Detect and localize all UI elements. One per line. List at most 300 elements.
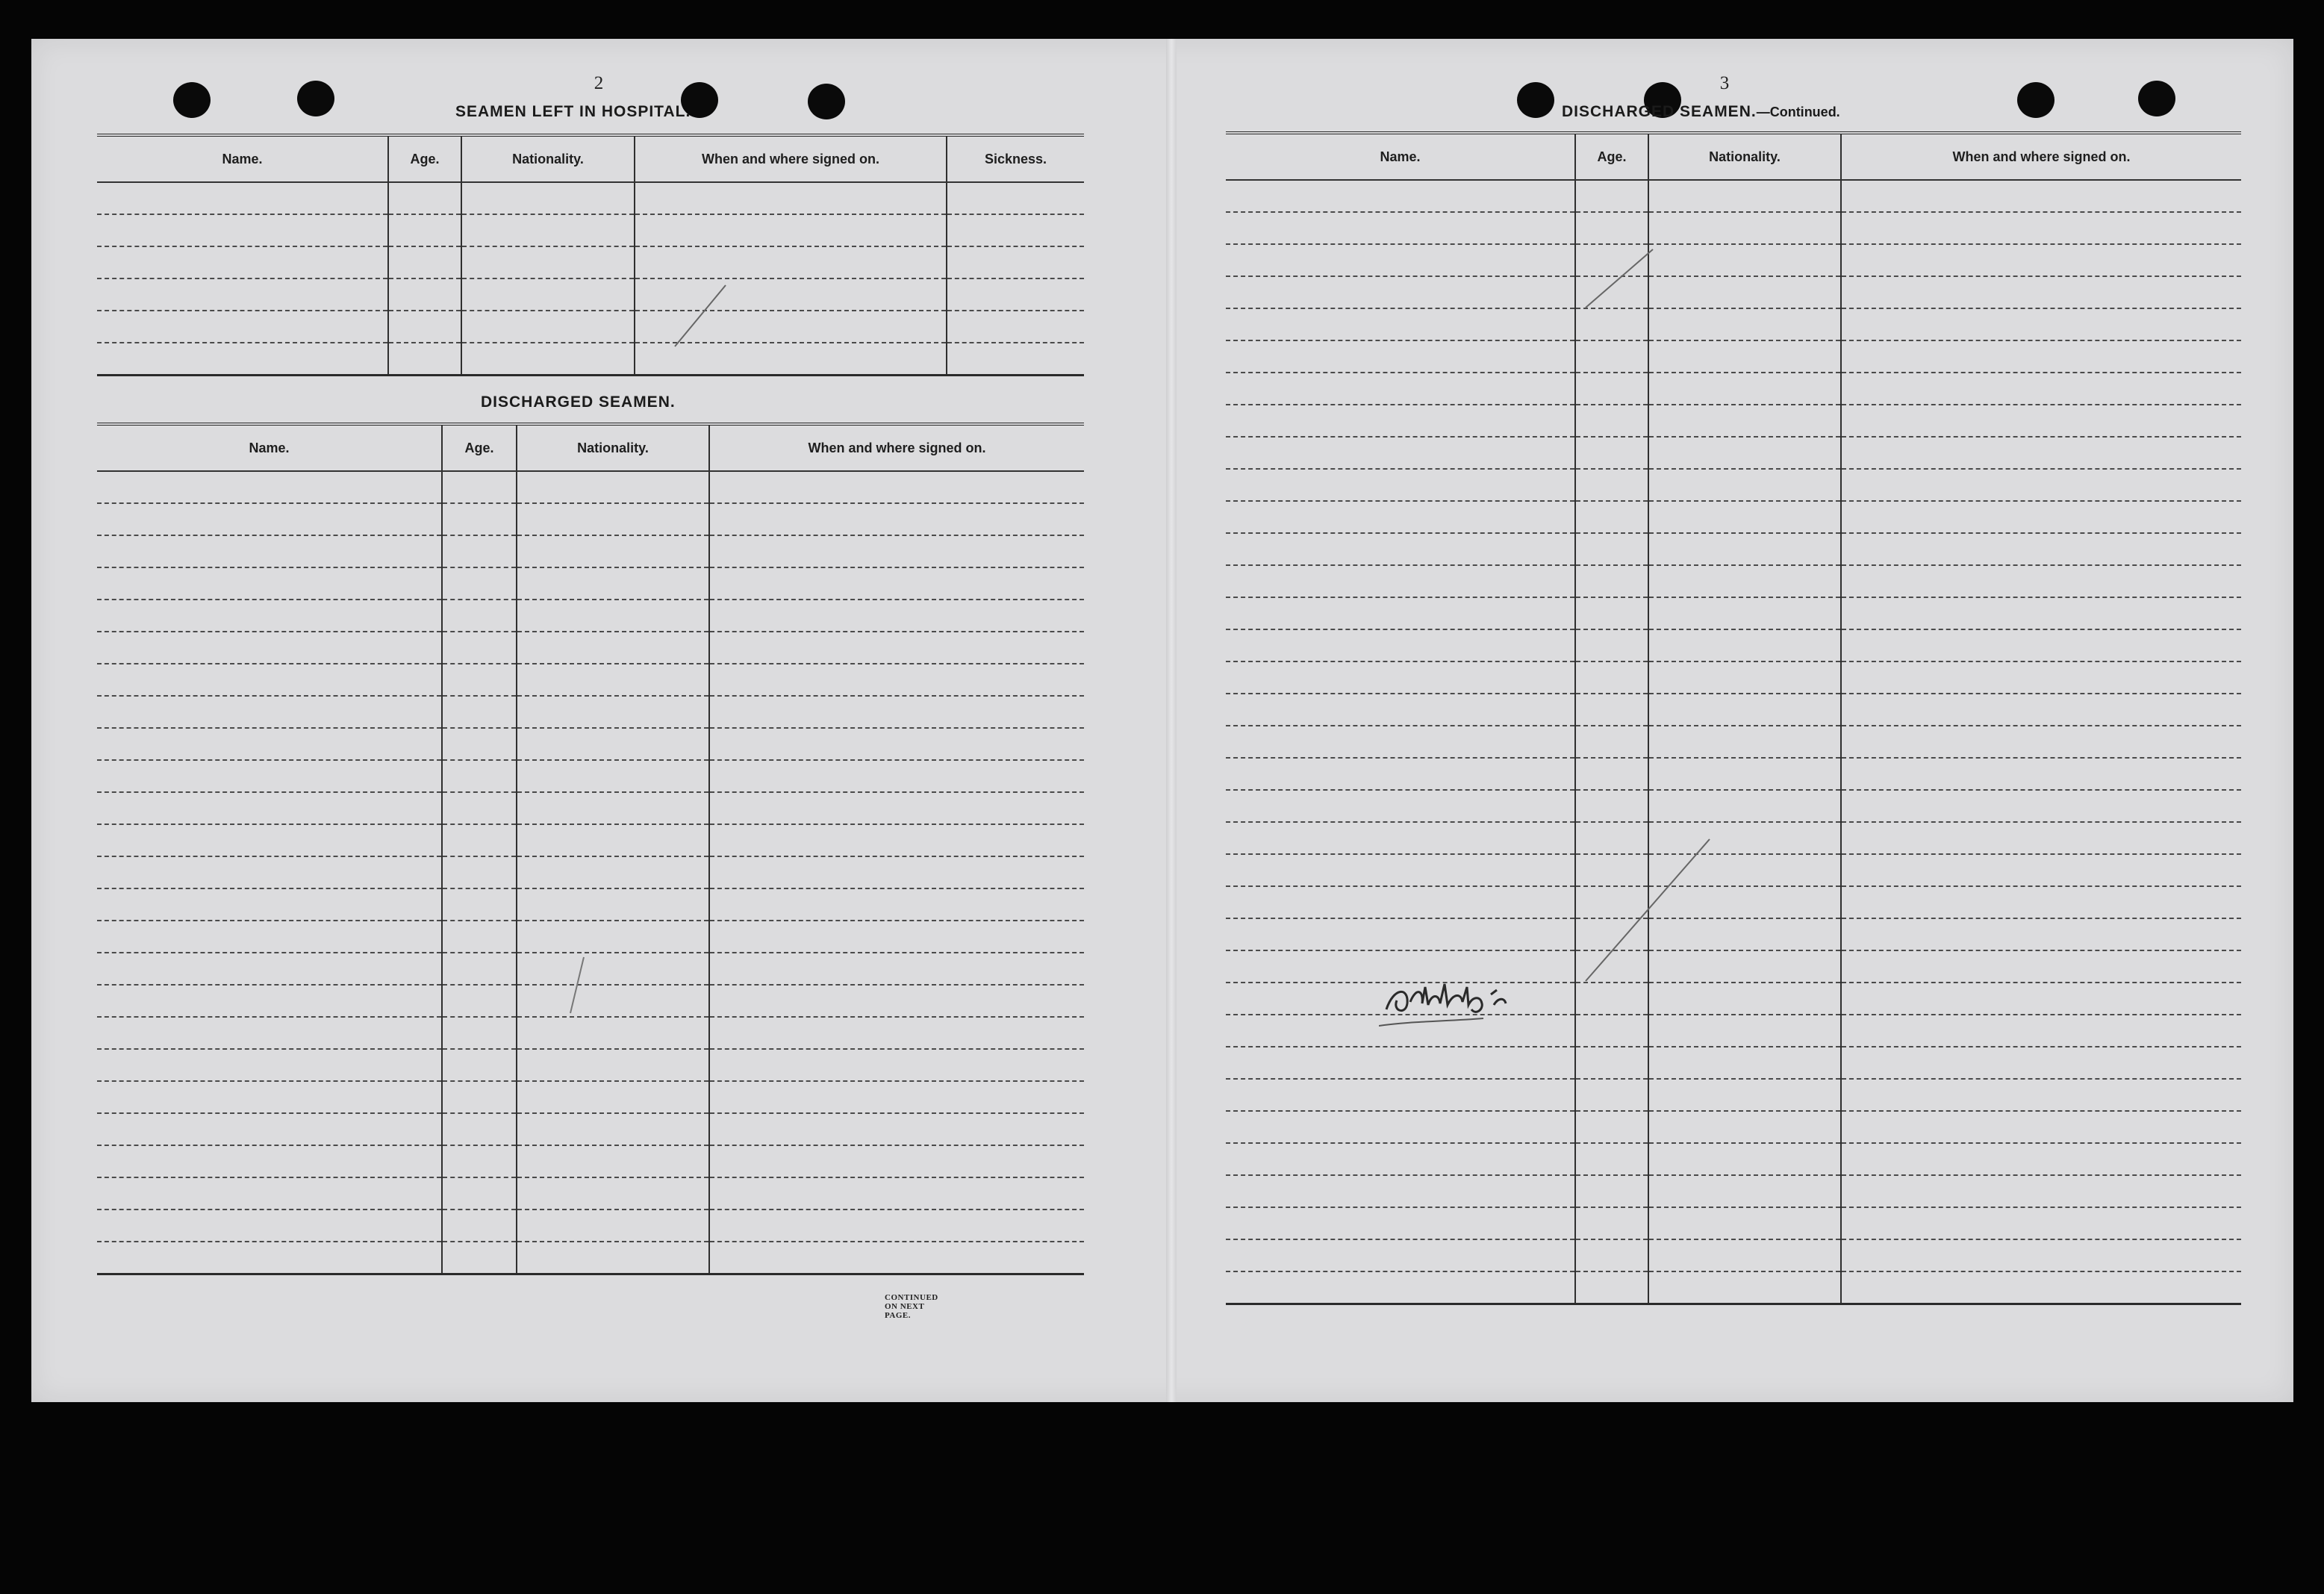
table-cell [1575,373,1648,405]
table-cell [1841,373,2241,405]
table-cell [709,921,1084,953]
table-cell [1226,469,1575,501]
table-cell [947,343,1084,376]
table-cell [1226,244,1575,276]
table-row [97,1145,1084,1177]
table-row [1226,469,2241,501]
table-row [97,696,1084,728]
table-row [97,888,1084,921]
table-cell [1841,918,2241,950]
table-cell [442,760,517,792]
table-cell [442,888,517,921]
table-cell [97,760,442,792]
table-cell [947,214,1084,246]
table-cell [97,343,388,376]
table-cell [97,985,442,1017]
table-cell [709,535,1084,567]
table-cell [97,921,442,953]
discharged-continued-title [1562,103,1840,121]
table-cell [1226,340,1575,373]
table-row [97,278,1084,311]
table-cell [97,1242,442,1274]
table-row [97,632,1084,664]
table-cell [1575,1143,1648,1175]
table-cell [388,214,461,246]
table-row [1226,1239,2241,1271]
table-cell [1648,276,1841,308]
table-cell [1841,694,2241,726]
table-row [1226,758,2241,790]
table-cell [1226,790,1575,822]
table-cell [635,278,947,311]
table-cell [388,182,461,214]
table-row [97,1081,1084,1113]
table-row [1226,854,2241,886]
table-cell [442,921,517,953]
table-cell [442,696,517,728]
table-cell [635,343,947,376]
table-cell [947,246,1084,278]
discharged-table [97,423,1084,1275]
table-cell [1575,790,1648,822]
table-cell [442,600,517,632]
table-cell [517,1017,709,1049]
table-cell [388,343,461,376]
table-cell [1648,1207,1841,1239]
table-row [1226,726,2241,758]
table-cell [442,535,517,567]
table-row [97,664,1084,696]
table-cell [1575,1015,1648,1047]
table-cell [709,1049,1084,1081]
table-cell [709,1177,1084,1209]
table-cell [1226,758,1575,790]
table-cell [1841,405,2241,437]
table-row [1226,886,2241,918]
table-cell [517,728,709,760]
table-cell [517,953,709,985]
hospital-table [97,134,1084,376]
table-cell [1841,950,2241,983]
table-row [97,567,1084,600]
table-cell [1226,373,1575,405]
table-cell [517,792,709,824]
table-cell [97,567,442,600]
table-cell [1841,308,2241,340]
table-cell [1648,661,1841,694]
table-cell [1841,1271,2241,1304]
table-row [1226,950,2241,983]
table-cell [709,1113,1084,1145]
table-cell [1648,1015,1841,1047]
table-cell [1841,983,2241,1015]
table-row [97,921,1084,953]
table-cell [1841,790,2241,822]
table-cell [461,311,635,343]
table-cell [1841,1111,2241,1143]
table-row [1226,629,2241,661]
table-cell [517,1049,709,1081]
page-fold [1166,39,1177,1402]
table-cell [1226,629,1575,661]
table-cell [1648,726,1841,758]
table-cell [1575,276,1648,308]
table-row [1226,918,2241,950]
table-cell [517,888,709,921]
table-row [1226,212,2241,244]
table-cell [1841,212,2241,244]
table-row [97,856,1084,888]
table-row [1226,276,2241,308]
col-header-name: Name. [97,424,442,471]
table-cell [1226,276,1575,308]
table-cell [442,728,517,760]
table-cell [1648,340,1841,373]
table-cell [461,246,635,278]
table-cell [709,760,1084,792]
table-cell [97,824,442,856]
table-row [97,600,1084,632]
table-cell [442,1145,517,1177]
table-row [97,343,1084,376]
col-header-age: Age. [388,135,461,182]
table-cell [97,182,388,214]
table-cell [1841,1207,2241,1239]
table-cell [1575,726,1648,758]
table-row [97,760,1084,792]
table-cell [442,824,517,856]
table-cell [1575,1047,1648,1079]
table-cell [517,1209,709,1242]
table-cell [1648,983,1841,1015]
table-cell [1575,918,1648,950]
table-cell [97,471,442,503]
punch-hole [2017,82,2054,118]
table-cell [1575,1111,1648,1143]
table-cell [1648,1143,1841,1175]
table-row [1226,822,2241,854]
col-header-signed-on: When and where signed on. [1841,133,2241,180]
table-cell [1841,244,2241,276]
table-cell [1575,1207,1648,1239]
table-cell [1648,437,1841,469]
table-cell [709,888,1084,921]
table-cell [1648,565,1841,597]
table-row [1226,983,2241,1015]
table-cell [388,278,461,311]
table-cell [1841,501,2241,533]
table-cell [461,278,635,311]
table-row [1226,244,2241,276]
table-cell [1575,469,1648,501]
table-row [97,503,1084,535]
table-cell [1841,1175,2241,1207]
table-row [1226,405,2241,437]
table-cell [442,664,517,696]
col-header-nationality: Nationality. [517,424,709,471]
discharged-section-title: DISCHARGED SEAMEN. [481,393,676,411]
table-cell [97,246,388,278]
punch-hole [297,81,334,116]
table-cell [1226,533,1575,565]
table-cell [97,632,442,664]
table-cell [1648,501,1841,533]
table-cell [1648,1047,1841,1079]
table-row [97,1049,1084,1081]
table-cell [442,1017,517,1049]
table-cell [97,1145,442,1177]
table-cell [1841,1143,2241,1175]
table-cell [1226,180,1575,212]
table-cell [1841,854,2241,886]
table-cell [97,1049,442,1081]
table-cell [947,182,1084,214]
table-row [1226,501,2241,533]
punch-hole [1517,82,1554,118]
table-cell [709,1081,1084,1113]
table-cell [1648,597,1841,629]
table-cell [1575,1079,1648,1111]
table-cell [97,214,388,246]
table-cell [517,824,709,856]
table-row [1226,597,2241,629]
page-number: 2 [594,73,604,93]
table-cell [1841,629,2241,661]
table-row [1226,1079,2241,1111]
punch-hole [173,82,211,118]
table-cell [1575,1175,1648,1207]
table-cell [517,471,709,503]
table-cell [1226,1079,1575,1111]
table-row [97,246,1084,278]
table-cell [442,985,517,1017]
table-cell [517,696,709,728]
table-cell [1226,918,1575,950]
table-cell [97,792,442,824]
table-cell [1226,565,1575,597]
table-cell [1648,244,1841,276]
col-header-signed-on: When and where signed on. [635,135,947,182]
table-cell [1226,212,1575,244]
col-header-name: Name. [97,135,388,182]
table-cell [1648,950,1841,983]
table-cell [1226,1207,1575,1239]
table-cell [709,1242,1084,1274]
table-cell [1226,1175,1575,1207]
table-cell [1575,1271,1648,1304]
table-cell [709,696,1084,728]
table-cell [442,856,517,888]
table-cell [635,182,947,214]
table-row [97,824,1084,856]
table-cell [388,246,461,278]
table-cell [1226,694,1575,726]
table-cell [1841,437,2241,469]
col-header-nationality: Nationality. [1648,133,1841,180]
table-cell [709,1017,1084,1049]
table-row [1226,694,2241,726]
col-header-nationality: Nationality. [461,135,635,182]
table-cell [97,311,388,343]
table-cell [97,888,442,921]
table-cell [1226,1271,1575,1304]
table-cell [1226,822,1575,854]
table-cell [1648,1175,1841,1207]
table-cell [517,921,709,953]
table-cell [442,1242,517,1274]
discharged-continued-table [1226,131,2241,1305]
table-cell [517,1081,709,1113]
table-cell [1226,1143,1575,1175]
table-row [1226,1015,2241,1047]
table-cell [709,664,1084,696]
table-row [97,1017,1084,1049]
table-cell [1226,726,1575,758]
table-cell [442,632,517,664]
table-cell [709,1145,1084,1177]
table-cell [1575,629,1648,661]
table-cell [1648,469,1841,501]
discharged-continued-title-text: DISCHARGED SEAMEN. [1562,103,1757,120]
table-cell [517,1177,709,1209]
table-cell [1648,790,1841,822]
table-row [97,1177,1084,1209]
table-cell [1648,694,1841,726]
table-cell [1648,308,1841,340]
table-cell [1648,854,1841,886]
table-cell [517,600,709,632]
table-cell [1841,822,2241,854]
table-cell [1648,1111,1841,1143]
table-cell [97,1177,442,1209]
table-cell [442,503,517,535]
table-cell [1575,694,1648,726]
table-row [1226,1111,2241,1143]
table-cell [442,471,517,503]
table-cell [709,600,1084,632]
table-cell [1226,308,1575,340]
table-cell [442,1113,517,1145]
table-cell [1575,950,1648,983]
table-cell [1648,629,1841,661]
table-cell [1648,405,1841,437]
table-cell [1841,726,2241,758]
table-cell [517,632,709,664]
table-cell [1226,1239,1575,1271]
table-row [1226,565,2241,597]
table-cell [1841,565,2241,597]
table-cell [1841,1047,2241,1079]
table-cell [461,214,635,246]
table-cell [461,182,635,214]
table-row [1226,1271,2241,1304]
table-cell [97,1017,442,1049]
table-cell [1648,533,1841,565]
table-cell [517,503,709,535]
table-cell [97,278,388,311]
table-row [1226,1207,2241,1239]
table-row [97,792,1084,824]
table-cell [1841,1239,2241,1271]
table-cell [1575,854,1648,886]
table-cell [97,503,442,535]
table-cell [517,760,709,792]
table-cell [1648,822,1841,854]
handwritten-signature [1379,957,1513,1032]
table-row [97,535,1084,567]
table-row [1226,340,2241,373]
table-cell [1226,854,1575,886]
table-cell [1226,886,1575,918]
table-row [97,311,1084,343]
table-cell [1575,597,1648,629]
table-row [97,1113,1084,1145]
table-cell [709,503,1084,535]
col-header-age: Age. [1575,133,1648,180]
table-row [1226,1047,2241,1079]
table-cell [1841,533,2241,565]
table-cell [1575,983,1648,1015]
table-cell [1575,533,1648,565]
table-cell [517,1145,709,1177]
col-header-name: Name. [1226,133,1575,180]
table-cell [1648,918,1841,950]
table-cell [1648,373,1841,405]
table-cell [517,1242,709,1274]
table-cell [1648,1239,1841,1271]
table-row [1226,373,2241,405]
table-row [97,953,1084,985]
table-cell [97,728,442,760]
table-cell [442,953,517,985]
table-cell [442,1209,517,1242]
table-cell [97,535,442,567]
table-row [1226,308,2241,340]
table-cell [1648,758,1841,790]
hospital-section-title: SEAMEN LEFT IN HOSPITAL. [455,103,691,120]
table-cell [517,1113,709,1145]
table-cell [1841,1079,2241,1111]
table-cell [1575,758,1648,790]
table-cell [1226,501,1575,533]
page-number: 3 [1719,73,1730,93]
table-cell [709,471,1084,503]
table-row [97,182,1084,214]
table-cell [517,664,709,696]
table-cell [947,278,1084,311]
table-cell [709,792,1084,824]
table-cell [1575,308,1648,340]
table-cell [1575,437,1648,469]
table-cell [1575,244,1648,276]
table-row [97,1209,1084,1242]
table-cell [1226,1111,1575,1143]
table-cell [517,535,709,567]
table-row [97,471,1084,503]
table-cell [1226,597,1575,629]
table-cell [1648,886,1841,918]
table-cell [1648,212,1841,244]
table-cell [97,1209,442,1242]
table-cell [709,985,1084,1017]
table-cell [1575,565,1648,597]
table-cell [1575,180,1648,212]
table-cell [1575,340,1648,373]
table-cell [1648,1271,1841,1304]
table-row [1226,1175,2241,1207]
table-cell [388,311,461,343]
table-row [1226,790,2241,822]
